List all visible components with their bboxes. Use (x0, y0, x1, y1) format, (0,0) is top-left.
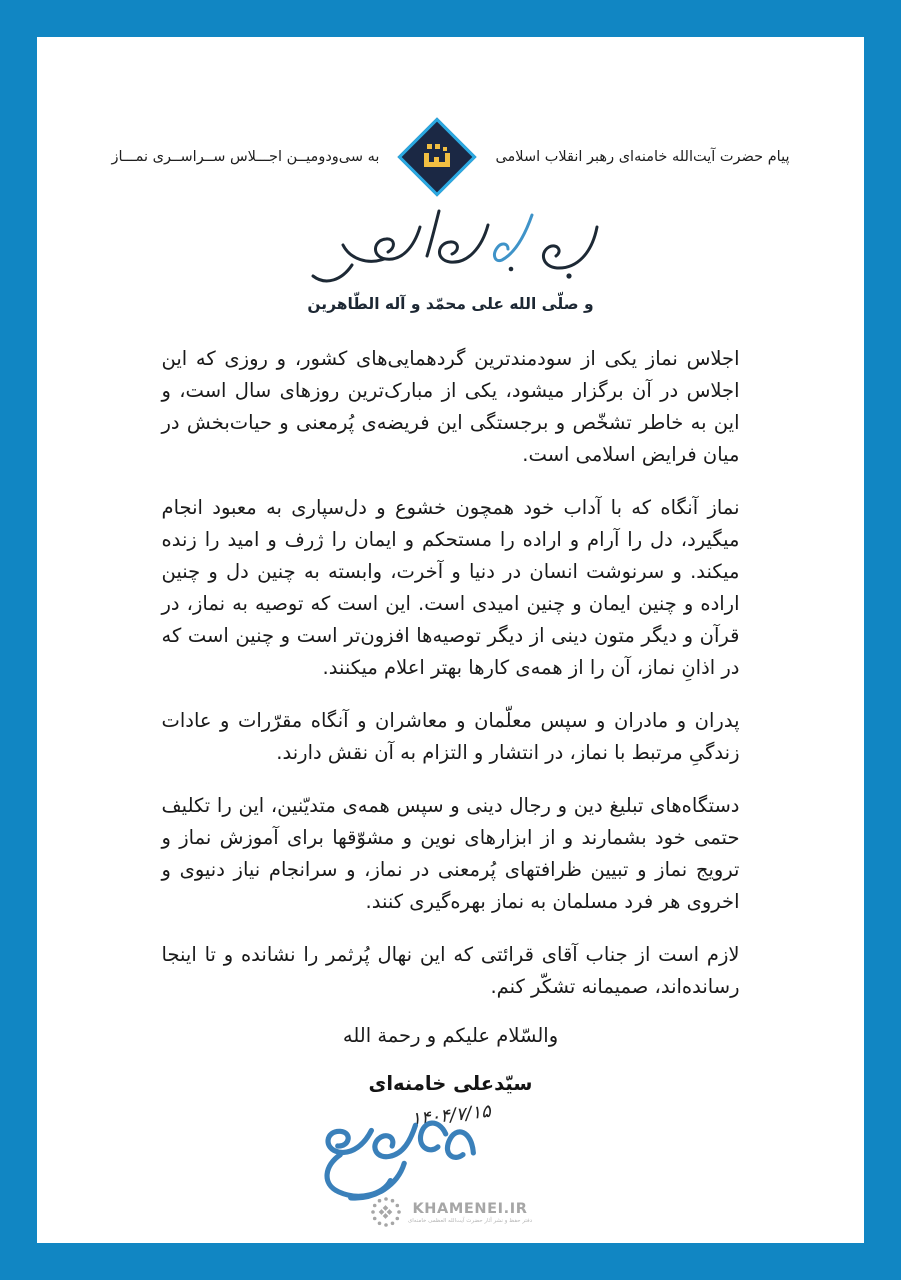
bismillah-calligraphy (37, 203, 864, 295)
header-title-right: پیام حضرت آیت‌الله خامنه‌ای رهبر انقلاب اسلامی (495, 149, 790, 165)
paragraph-4: دستگاه‌های تبلیغ دین و رجال دینی و سپس همه‌ی متدیّنین، این را تکلیف حتمی خود بشمارند و از ابزارهای نوین و مشوّقها برای آموزش نماز و ترویج نماز و تبیین ظرافتهای پُرمعنی در نماز، و سرانجام نیاز دنیوی و اخروی هر فرد مسلمان به نماز بهره‌گیری کنند. (161, 794, 740, 913)
khamenei-ir-logo (369, 1195, 532, 1229)
prayer-congress-emblem-icon (398, 117, 477, 196)
letter-body (162, 343, 740, 1003)
paragraph-1: اجلاس نماز یکی از سودمندترین گردهمایی‌های کشور، و روزی که این اجلاس در آن برگزار میشود، یکی از مبارک‌ترین روزهای سال است، و این به خاطر تشخّص و برجستگی این فریضه‌ی پُرمعنی و حیات‌بخش در میان فرایض اسلامی است. (161, 347, 740, 466)
letter-paper (37, 37, 864, 1243)
header-title-left: به سی‌ودومیــن اجـــلاس ســراســری نمـــاز (111, 149, 380, 165)
paragraph-3: پدران و مادران و سپس معلّمان و معاشران و آنگاه مقرّرات و عادات زندگیِ مرتبط با نماز، در انتشار و التزام به آن نقش دارند. (161, 709, 740, 764)
salutation-line: و صلّی الله علی محمّد و آله الطّاهرین (307, 295, 594, 313)
signatory-name: سیّدعلی خامنه‌ای (368, 1072, 533, 1095)
paragraph-5: لازم است از جناب آقای قرائتی که این نهال پُرثمر را نشانده و تا اینجا رسانده‌اند، صمیمانه تشکّر کنم. (161, 943, 740, 998)
letter-date: ۱۴۰۴/۷/۱۵ (409, 1100, 492, 1131)
paragraph-2: نماز آنگاه که با آداب خود همچون خشوع و دل‌سپاری به معبود انجام میگیرد، دل را آرام و اراده را مستحکم و ایمان را ژرف و امید را زنده میکند. و سرنوشت انسان در دنیا و آخرت، وابسته به چنین دل و چنین اراده و چنین ایمان و چنین امیدی است. این است که توصیه به نماز، در قرآن و دیگر متون دینی از دیگر توصیه‌ها افزون‌تر است و چنین است که در اذانِ نماز، آن را از همه‌ی کارها بهتر اعلام میکنند. (161, 496, 740, 679)
letter-header (37, 117, 864, 197)
khamenei-ir-tagline: دفتر حفظ و نشر آثار حضرت آیت‌الله العظمی خامنه‌ای (407, 1217, 533, 1224)
closing-salaam: والسّلام علیکم و رحمة الله (342, 1024, 559, 1047)
prayer-congress-logo (397, 117, 477, 197)
footer (37, 1195, 864, 1229)
khamenei-ir-wordmark: KHAMENEI.IR (412, 1200, 528, 1217)
khamenei-ir-emblem-icon (369, 1195, 403, 1229)
